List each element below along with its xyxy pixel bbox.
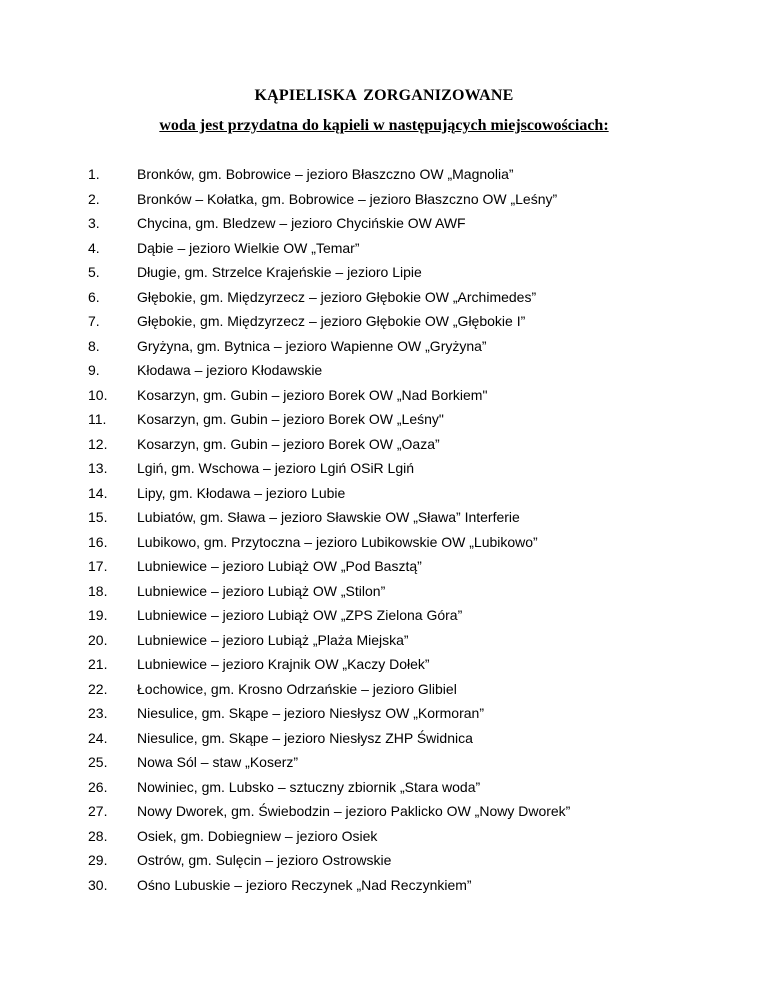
list-item-number: 26. bbox=[88, 778, 108, 795]
list-item-text: Ośno Lubuskie – jezioro Reczynek „Nad Reczynkiem” bbox=[137, 876, 472, 893]
list-item bbox=[0, 239, 768, 264]
list-item-number: 4. bbox=[88, 239, 100, 256]
list-item bbox=[0, 680, 768, 705]
list-item-text: Lubniewice – jezioro Krajnik OW „Kaczy Dołek” bbox=[137, 656, 430, 672]
list-item-number: 15. bbox=[88, 509, 108, 525]
list-item-number: 24. bbox=[88, 729, 108, 746]
list-item bbox=[0, 337, 768, 362]
list-item-text: Głębokie, gm. Międzyrzecz – jezioro Głębokie OW „Archimedes” bbox=[137, 288, 537, 305]
list-item-text: Kosarzyn, gm. Gubin – jezioro Borek OW „Nad Borkiem" bbox=[137, 386, 488, 403]
list-item-number: 18. bbox=[88, 582, 108, 599]
list-item-number: 3. bbox=[88, 215, 100, 231]
list-item bbox=[0, 435, 768, 460]
list-item bbox=[0, 802, 768, 827]
list-item-text: Kłodawa – jezioro Kłodawskie bbox=[137, 362, 323, 378]
list-item bbox=[0, 484, 768, 509]
bathing-sites-list bbox=[0, 165, 768, 900]
list-item-text: Gryżyna, gm. Bytnica – jezioro Wapienne OW „Gryżyna” bbox=[137, 337, 487, 354]
list-item bbox=[0, 386, 768, 411]
list-item-number: 13. bbox=[88, 460, 108, 476]
list-item bbox=[0, 361, 768, 386]
list-item-number: 10. bbox=[88, 386, 108, 403]
list-item-number: 12. bbox=[88, 435, 108, 452]
list-item bbox=[0, 704, 768, 729]
list-item bbox=[0, 729, 768, 754]
list-item bbox=[0, 508, 768, 533]
list-item-number: 8. bbox=[88, 337, 100, 354]
list-item bbox=[0, 533, 768, 558]
list-item-text: Długie, gm. Strzelce Krajeńskie – jezioro Lipie bbox=[137, 264, 422, 280]
list-item bbox=[0, 459, 768, 484]
list-item-number: 21. bbox=[88, 656, 108, 672]
list-item-number: 22. bbox=[88, 680, 108, 697]
list-item bbox=[0, 655, 768, 680]
list-item-text: Nowiniec, gm. Lubsko – sztuczny zbiornik „Stara woda” bbox=[137, 778, 481, 795]
list-item bbox=[0, 312, 768, 337]
list-item bbox=[0, 288, 768, 313]
list-item-number: 1. bbox=[88, 166, 100, 182]
list-item-text: Niesulice, gm. Skąpe – jezioro Niesłysz OW „Kormoran” bbox=[137, 705, 484, 721]
list-item-number: 30. bbox=[88, 876, 108, 893]
list-item-text: Bronków – Kołatka, gm. Bobrowice – jezioro Błaszczno OW „Leśny” bbox=[137, 190, 558, 207]
list-item-number: 11. bbox=[88, 411, 107, 427]
list-item bbox=[0, 582, 768, 607]
list-item-text: Kosarzyn, gm. Gubin – jezioro Borek OW „Oaza” bbox=[137, 435, 440, 452]
list-item-number: 16. bbox=[88, 533, 108, 550]
list-item-text: Lubikowo, gm. Przytoczna – jezioro Lubikowskie OW „Lubikowo” bbox=[137, 533, 538, 550]
list-item-text: Głębokie, gm. Międzyrzecz – jezioro Głębokie OW „Głębokie I” bbox=[137, 313, 526, 329]
list-item-number: 2. bbox=[88, 190, 100, 207]
list-item-number: 5. bbox=[88, 264, 100, 280]
list-item bbox=[0, 753, 768, 778]
list-item bbox=[0, 876, 768, 901]
list-item bbox=[0, 557, 768, 582]
list-item-number: 9. bbox=[88, 362, 100, 378]
list-item bbox=[0, 165, 768, 190]
list-item-text: Lgiń, gm. Wschowa – jezioro Lgiń OSiR Lgiń bbox=[137, 460, 415, 476]
list-item bbox=[0, 190, 768, 215]
list-item-number: 20. bbox=[88, 631, 108, 648]
list-item-number: 27. bbox=[88, 803, 108, 819]
list-item bbox=[0, 778, 768, 803]
document-subtitle: woda jest przydatna do kąpieli w następujących miejscowościach: bbox=[159, 117, 609, 134]
list-item-number: 28. bbox=[88, 827, 108, 844]
list-item-text: Lipy, gm. Kłodawa – jezioro Lubie bbox=[137, 484, 346, 501]
list-item-text: Niesulice, gm. Skąpe – jezioro Niesłysz ZHP Świdnica bbox=[137, 729, 473, 746]
list-item-number: 17. bbox=[88, 558, 108, 574]
list-item-text: Lubniewice – jezioro Lubiąż OW „Stilon” bbox=[137, 582, 386, 599]
list-item bbox=[0, 214, 768, 239]
list-item bbox=[0, 631, 768, 656]
list-item-text: Lubniewice – jezioro Lubiąż OW „Pod Basztą” bbox=[137, 558, 422, 574]
list-item-text: Nowy Dworek, gm. Świebodzin – jezioro Paklicko OW „Nowy Dworek” bbox=[137, 803, 571, 819]
list-item-number: 7. bbox=[88, 313, 100, 329]
list-item-text: Nowa Sól – staw „Koserz” bbox=[137, 754, 299, 770]
list-item-text: Kosarzyn, gm. Gubin – jezioro Borek OW „Leśny" bbox=[137, 411, 444, 427]
document-title: KĄPIELISKA ZORGANIZOWANE bbox=[254, 87, 514, 104]
list-item-text: Osiek, gm. Dobiegniew – jezioro Osiek bbox=[137, 827, 378, 844]
list-item bbox=[0, 263, 768, 288]
list-item-number: 14. bbox=[88, 484, 108, 501]
list-item bbox=[0, 851, 768, 876]
list-item-text: Chycina, gm. Bledzew – jezioro Chycińskie OW AWF bbox=[137, 215, 466, 231]
list-item-text: Lubniewice – jezioro Lubiąż OW „ZPS Zielona Góra” bbox=[137, 607, 463, 623]
list-item-number: 6. bbox=[88, 288, 100, 305]
list-item-text: Lubiatów, gm. Sława – jezioro Sławskie OW „Sława” Interferie bbox=[137, 509, 520, 525]
list-item-number: 23. bbox=[88, 705, 108, 721]
list-item-text: Ostrów, gm. Sulęcin – jezioro Ostrowskie bbox=[137, 852, 392, 868]
list-item-text: Lubniewice – jezioro Lubiąż „Plaża Miejska” bbox=[137, 631, 409, 648]
list-item bbox=[0, 827, 768, 852]
list-item-text: Bronków, gm. Bobrowice – jezioro Błaszczno OW „Magnolia” bbox=[137, 166, 514, 182]
list-item-text: Łochowice, gm. Krosno Odrzańskie – jezioro Glibiel bbox=[137, 680, 457, 697]
list-item-number: 19. bbox=[88, 607, 108, 623]
list-item-text: Dąbie – jezioro Wielkie OW „Temar” bbox=[137, 239, 360, 256]
list-item-number: 29. bbox=[88, 852, 108, 868]
list-item-number: 25. bbox=[88, 754, 108, 770]
list-item bbox=[0, 606, 768, 631]
list-item bbox=[0, 410, 768, 435]
